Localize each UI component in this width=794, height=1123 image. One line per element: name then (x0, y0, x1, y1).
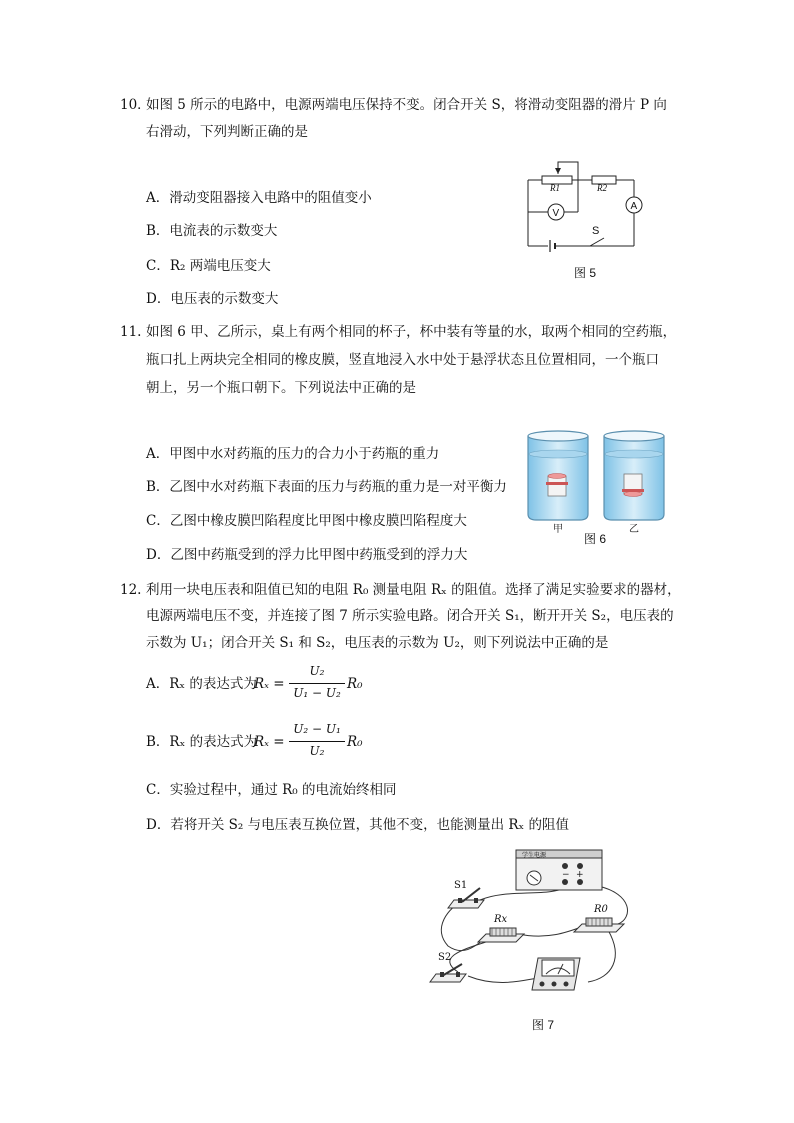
q12-stem-line3: 示数为 U₁；闭合开关 S₁ 和 S₂，电压表的示数为 U₂，则下列说法中正确的是 (146, 635, 609, 651)
q12-stem-line2: 电源两端电压不变，并连接了图 7 所示实验电路。闭合开关 S₁，断开开关 S₂，电压表的 (146, 608, 674, 624)
voltmeter-label: V (552, 208, 560, 219)
r2-label: R2 (597, 183, 607, 193)
r0-label: R0 (594, 904, 608, 915)
figure6-label-jia: 甲 (553, 524, 563, 535)
figure5-circuit-diagram (522, 160, 662, 250)
r1-label: R1 (550, 183, 560, 193)
q10-option-d: D．电压表的示数变大 (146, 291, 279, 307)
q10-stem-line2: 右滑动，下列判断正确的是 (146, 124, 308, 140)
q12-option-a-lhs: Rₓ = (254, 676, 285, 692)
figure6-label-yi: 乙 (629, 524, 639, 535)
q11-option-c: C．乙图中橡皮膜凹陷程度比甲图中橡皮膜凹陷程度大 (146, 513, 467, 529)
q11-option-b: B．乙图中水对药瓶下表面的压力与药瓶的重力是一对平衡力 (146, 479, 507, 495)
power-plus-label: + (576, 870, 584, 880)
q12-option-b-tail: R₀ (347, 734, 363, 750)
q12-option-a-denominator: U₁ − U₂ (293, 686, 341, 700)
figure7-apparatus-illustration (428, 848, 638, 1008)
s2-label: S2 (438, 952, 452, 963)
switch-s1 (448, 888, 484, 908)
switch-s-symbol (590, 238, 604, 246)
q12-option-a-numerator: U₂ (309, 664, 325, 678)
q10-option-a: A．滑动变阻器接入电路中的阻值变小 (146, 190, 372, 206)
resistor-r0 (574, 918, 624, 932)
figure5-caption: 图 5 (574, 266, 597, 280)
q12-option-c: C．实验过程中，通过 R₀ 的电流始终相同 (146, 782, 397, 798)
q12-number: 12. (120, 582, 142, 598)
q12-option-b-fraction-bar (289, 741, 345, 742)
q10-stem-line1: 如图 5 所示的电路中，电源两端电压保持不变。闭合开关 S，将滑动变阻器的滑片 P 向 (146, 97, 667, 113)
figure6-caption: 图 6 (584, 532, 607, 546)
q10-option-b: B．电流表的示数变大 (146, 223, 278, 239)
q11-option-d: D．乙图中药瓶受到的浮力比甲图中药瓶受到的浮力大 (146, 547, 468, 563)
cup-jia (528, 431, 588, 520)
q11-stem-line1: 如图 6 甲、乙所示，桌上有两个相同的杯子，杯中装有等量的水，取两个相同的空药瓶， (146, 324, 677, 340)
q12-option-a-fraction-bar (289, 683, 345, 684)
q12-option-b-denominator: U₂ (309, 744, 325, 758)
slider-p-arrow (555, 168, 561, 174)
q11-stem-line2: 瓶口扎上两块完全相同的橡皮膜，竖直地浸入水中处于悬浮状态且位置相同，一个瓶口 (146, 352, 659, 368)
q12-option-b-numerator: U₂ − U₁ (293, 722, 341, 736)
q12-option-a-prefix: A．Rₓ 的表达式为 (146, 676, 257, 692)
switch-s-label: S (592, 225, 600, 237)
figure6-cups-illustration (522, 428, 672, 528)
q11-number: 11. (120, 324, 142, 340)
q12-option-a-tail: R₀ (347, 676, 363, 692)
q11-stem-line3: 朝上，另一个瓶口朝下。下列说法中正确的是 (146, 380, 416, 396)
ammeter-label: A (630, 201, 638, 212)
resistor-rx (478, 928, 524, 942)
q12-option-d: D．若将开关 S₂ 与电压表互换位置，其他不变，也能测量出 Rₓ 的阻值 (146, 817, 570, 833)
q11-option-a: A．甲图中水对药瓶的压力的合力小于药瓶的重力 (146, 446, 440, 462)
q10-number: 10． (120, 97, 151, 113)
switch-s2 (430, 964, 466, 982)
rx-label: Rx (494, 914, 508, 925)
q12-option-b-lhs: Rₓ = (254, 734, 285, 750)
power-supply-label: 学生电源 (522, 852, 547, 859)
q12-option-b-prefix: B．Rₓ 的表达式为 (146, 734, 258, 750)
figure7-caption: 图 7 (532, 1018, 555, 1032)
s1-label: S1 (454, 880, 468, 891)
power-minus-label: − (562, 870, 570, 880)
power-supply (516, 850, 602, 890)
q10-option-c: C．R₂ 两端电压变大 (146, 258, 271, 274)
cup-yi (604, 431, 664, 520)
q12-stem-line1: 利用一块电压表和阻值已知的电阻 R₀ 测量电阻 Rₓ 的阻值。选择了满足实验要求的器材， (146, 582, 681, 598)
voltmeter-device (532, 958, 580, 990)
